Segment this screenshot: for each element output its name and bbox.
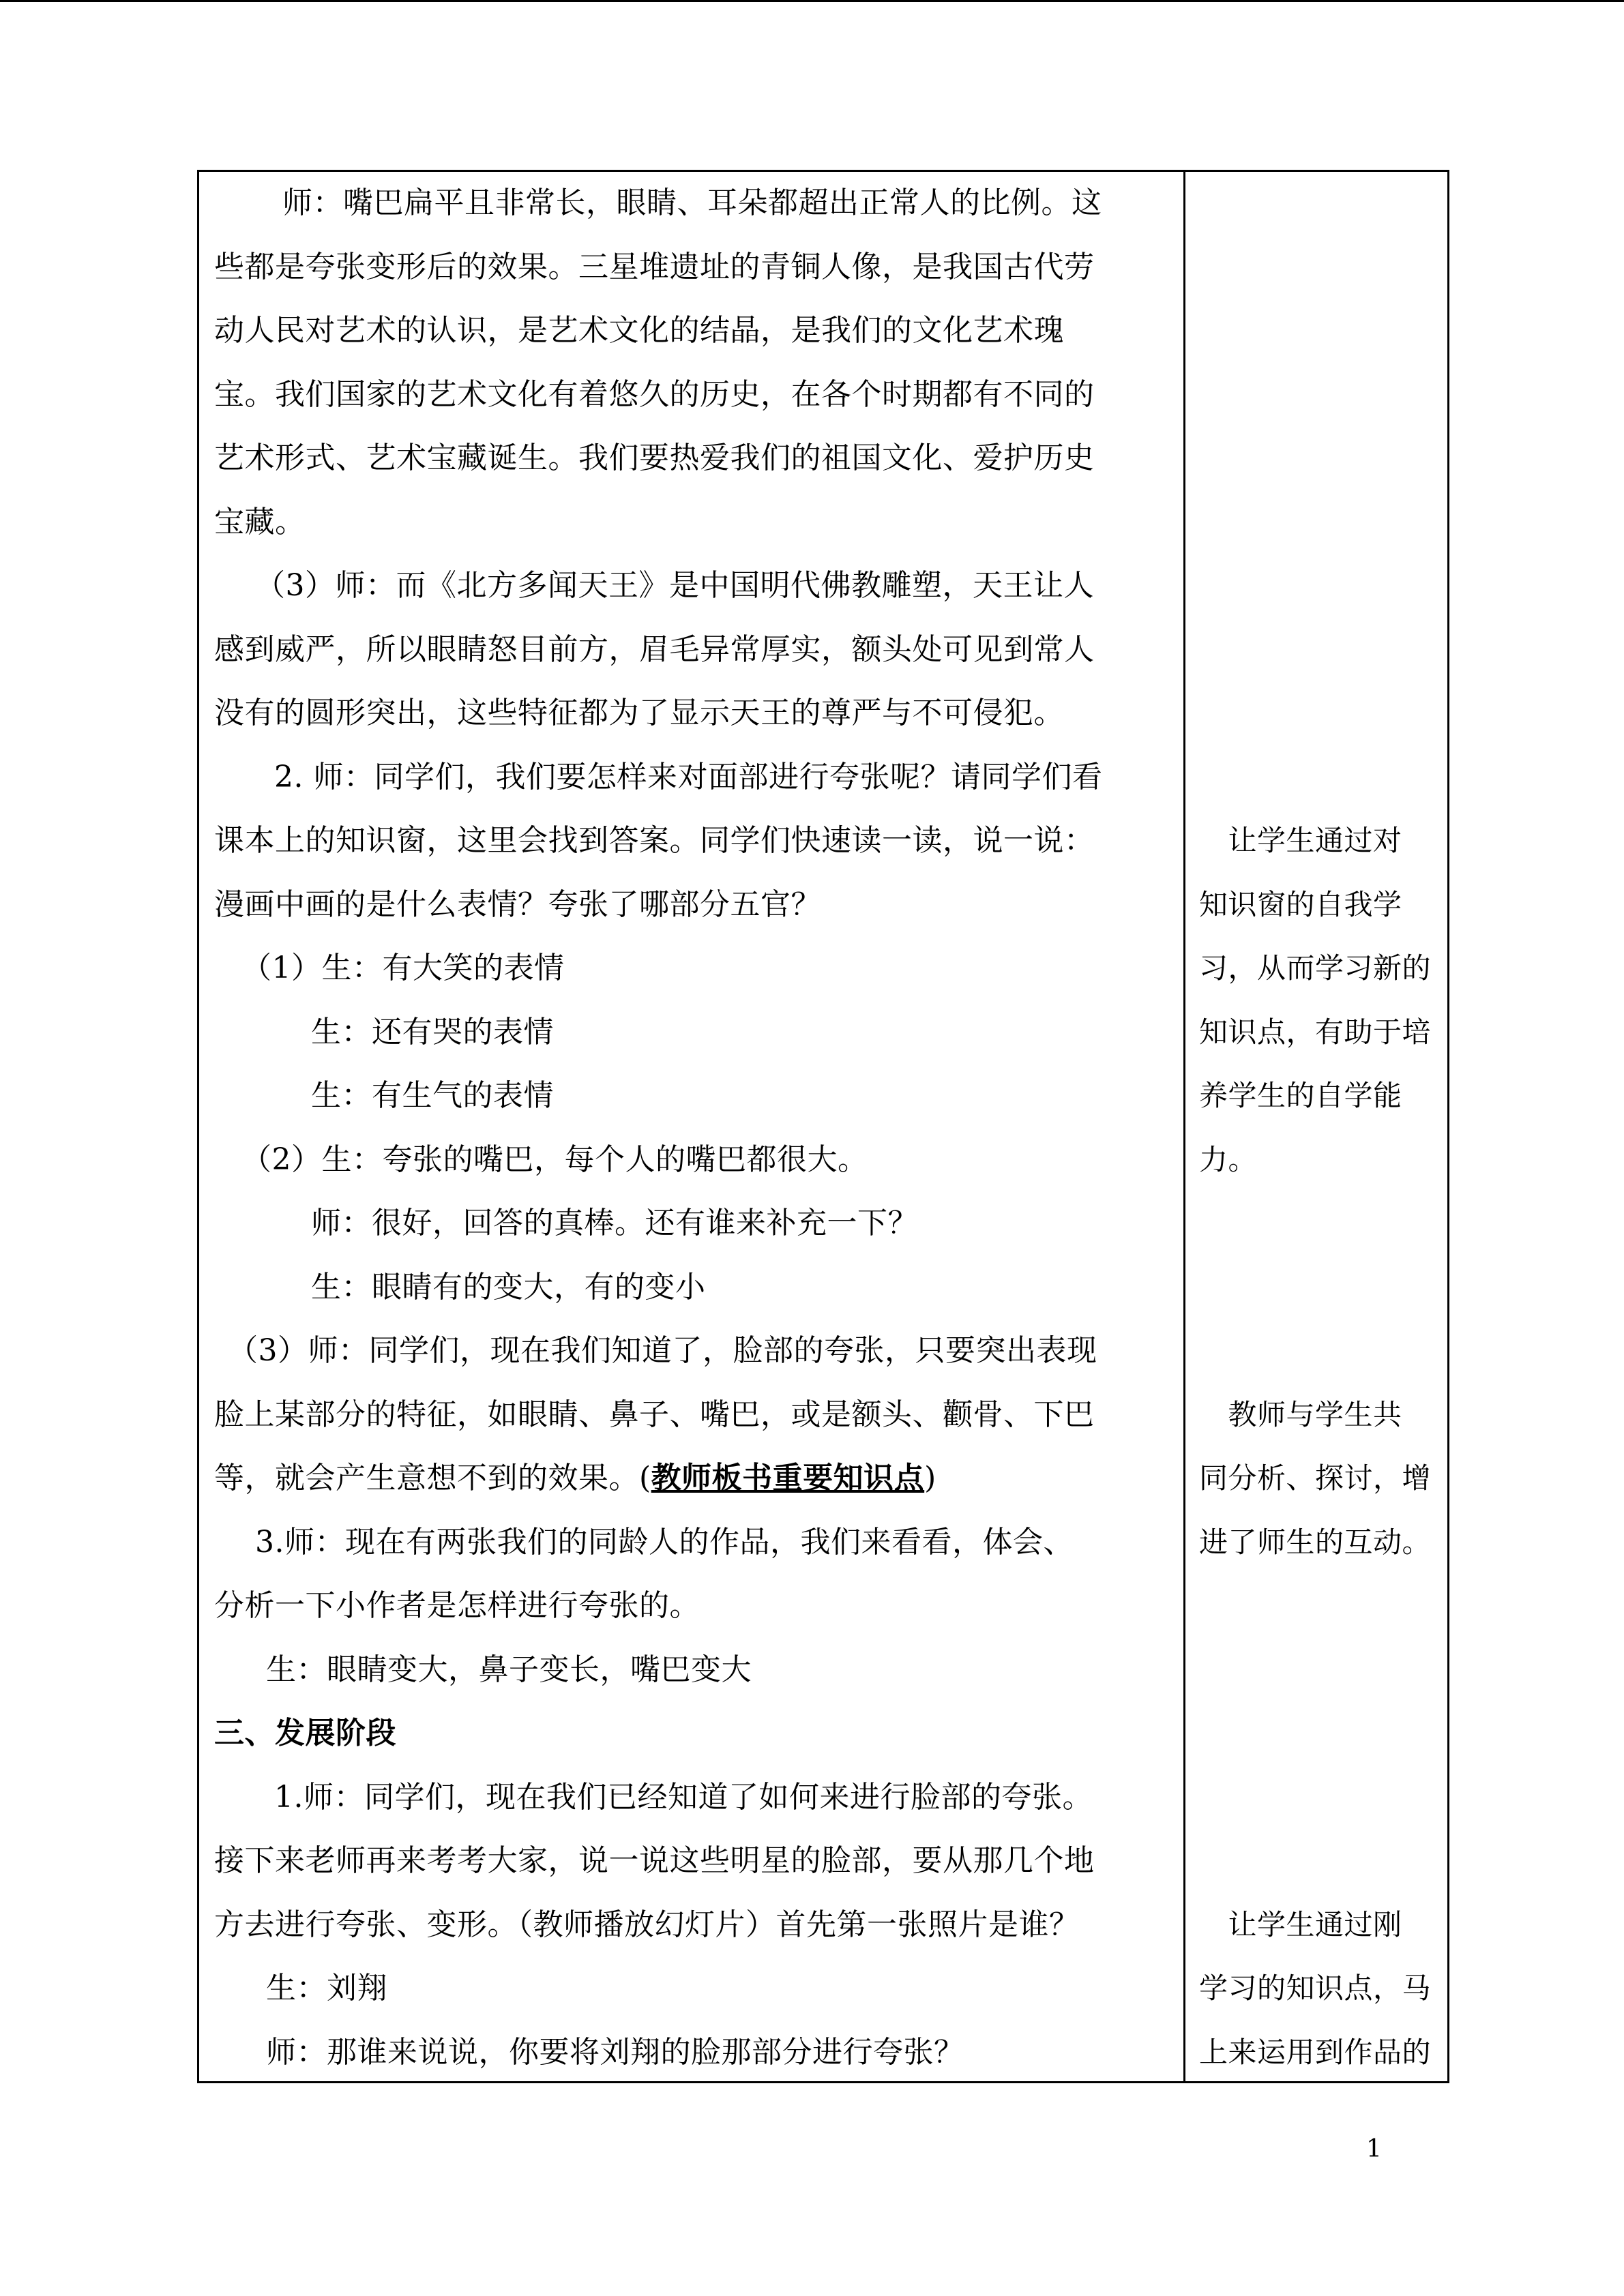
text-line [214, 1075, 554, 1116]
text-line [214, 438, 1095, 479]
text-line-content: 课本上的知识窗，这里会找到答案。同学们快速读一读，说一说： [214, 823, 1095, 858]
text-line [214, 693, 1064, 734]
section-heading [214, 1713, 396, 1754]
lesson-content-column [199, 172, 1185, 2081]
text-line [214, 1905, 1080, 1945]
text-line [214, 1012, 554, 1053]
text-line [214, 1650, 752, 1690]
text-line-content: 感到威严，所以眼睛怒目前方，眉毛异常厚实，额头处可见到常人 [214, 631, 1095, 667]
text-line-content: 漫画中画的是什么表情？夸张了哪部分五官？ [214, 886, 821, 922]
text-line-content: 生：眼睛有的变大，有的变小 [311, 1269, 706, 1304]
text-line [214, 502, 306, 543]
text-line-content: 些都是夸张变形后的效果。三星堆遗址的青铜人像，是我国古代劳 [214, 249, 1095, 284]
blackboard-note-emphasis: 教师板书重要知识点 [651, 1461, 925, 1495]
side-note-line: 进了师生的互动。 [1199, 1525, 1432, 1559]
text-line [214, 1522, 1074, 1563]
text-line [214, 183, 1102, 224]
text-line-content: （3）师：而《北方多闻天王》是中国明代佛教雕塑，天王让人 [255, 568, 1094, 603]
text-line-content: 脸上某部分的特征，如眼睛、鼻子、嘴巴，或是额头、颧骨、下巴 [214, 1397, 1095, 1432]
text-line [214, 1968, 387, 2009]
text-line-content: 生：眼睛变大，鼻子变长，嘴巴变大 [266, 1652, 752, 1687]
text-line [214, 948, 565, 989]
side-note-line: 养学生的自学能 [1199, 1079, 1402, 1112]
text-line-content: 生：还有哭的表情 [311, 1014, 554, 1049]
text-line [214, 1585, 700, 1626]
text-line-content: 接下来老师再来考考大家，说一说这些明星的脸部，要从那几个地 [214, 1843, 1095, 1878]
text-line-content: 艺术形式、艺术宝藏诞生。我们要热爱我们的祖国文化、爱护历史 [214, 441, 1095, 475]
text-line-content: （2）生：夸张的嘴巴，每个人的嘴巴都很大。 [241, 1142, 868, 1177]
lesson-table [197, 170, 1449, 2083]
text-line [214, 310, 1064, 351]
text-line-content: 生：有生气的表情 [311, 1078, 554, 1113]
text-line-content: 师：很好，回答的真棒。还有谁来补充一下？ [311, 1206, 918, 1240]
side-note-line: 同分析、探讨，增 [1199, 1461, 1432, 1495]
side-note-line: 让学生通过对 [1199, 824, 1402, 857]
text-line-content: 动人民对艺术的认识，是艺术文化的结晶，是我们的文化艺术瑰 [214, 313, 1064, 348]
text-line-content: 宝藏。 [214, 504, 306, 539]
text-line [214, 1395, 1095, 1435]
side-note-line: 知识窗的自我学 [1199, 887, 1402, 921]
side-note-line: 上来运用到作品的 [1199, 2035, 1432, 2069]
text-line-content: 方去进行夸张、变形。（教师播放幻灯片）首先第一张照片是谁？ [214, 1907, 1080, 1942]
side-note-line: 教师与学生共 [1199, 1397, 1402, 1431]
text-line [214, 1777, 1093, 1818]
page-number: 1 [1366, 2135, 1382, 2163]
top-border-line [0, 0, 1624, 2]
side-note-line: 习，从而学习新的 [1199, 951, 1432, 985]
text-line [214, 565, 1094, 606]
text-line-content: 3.师：现在有两张我们的同龄人的作品，我们来看看，体会、 [255, 1524, 1074, 1560]
text-line-content: （1）生：有大笑的表情 [241, 951, 565, 985]
text-line [214, 757, 1102, 798]
text-line [214, 629, 1095, 670]
text-line-content: 分析一下小作者是怎样进行夸张的。 [214, 1588, 700, 1623]
text-line [214, 1330, 1097, 1371]
text-line [214, 1267, 706, 1308]
text-line-tail: ) [924, 1461, 936, 1495]
text-line [214, 247, 1095, 288]
text-line [214, 1458, 936, 1499]
side-note-line: 让学生通过刚 [1199, 1907, 1402, 1941]
text-line-content: 2. 师：同学们，我们要怎样来对面部进行夸张呢？请同学们看 [274, 759, 1103, 794]
text-line [214, 884, 821, 925]
text-line-content: （3）师：同学们，现在我们知道了，脸部的夸张，只要突出表现 [228, 1333, 1097, 1368]
text-line-content: 宝。我们国家的艺术文化有着悠久的历史，在各个时期都有不同的 [214, 376, 1095, 412]
text-line-content: 师：那谁来说说，你要将刘翔的脸那部分进行夸张？ [266, 2034, 964, 2070]
design-intent-column [1185, 172, 1447, 2081]
side-note-line: 学习的知识点，马 [1199, 1971, 1432, 2005]
text-line-content: 生：刘翔 [266, 1971, 387, 2006]
text-line [214, 374, 1095, 415]
text-line-content: 三、发展阶段 [214, 1716, 396, 1750]
text-line-content: 等，就会产生意想不到的效果。( [214, 1461, 651, 1495]
side-note-line: 知识点，有助于培 [1199, 1015, 1432, 1049]
text-line [214, 1203, 918, 1244]
text-line [214, 1139, 868, 1180]
text-line-content: 没有的圆形突出，这些特征都为了显示天王的尊严与不可侵犯。 [214, 696, 1064, 730]
text-line [214, 1840, 1095, 1881]
text-line-content: 1.师：同学们，现在我们已经知道了如何来进行脸部的夸张。 [274, 1779, 1093, 1815]
side-note-line: 力。 [1199, 1142, 1258, 1176]
text-line [214, 2032, 964, 2073]
text-line [214, 820, 1095, 861]
text-line-content: 师：嘴巴扁平且非常长，眼睛、耳朵都超出正常人的比例。这 [282, 185, 1102, 220]
